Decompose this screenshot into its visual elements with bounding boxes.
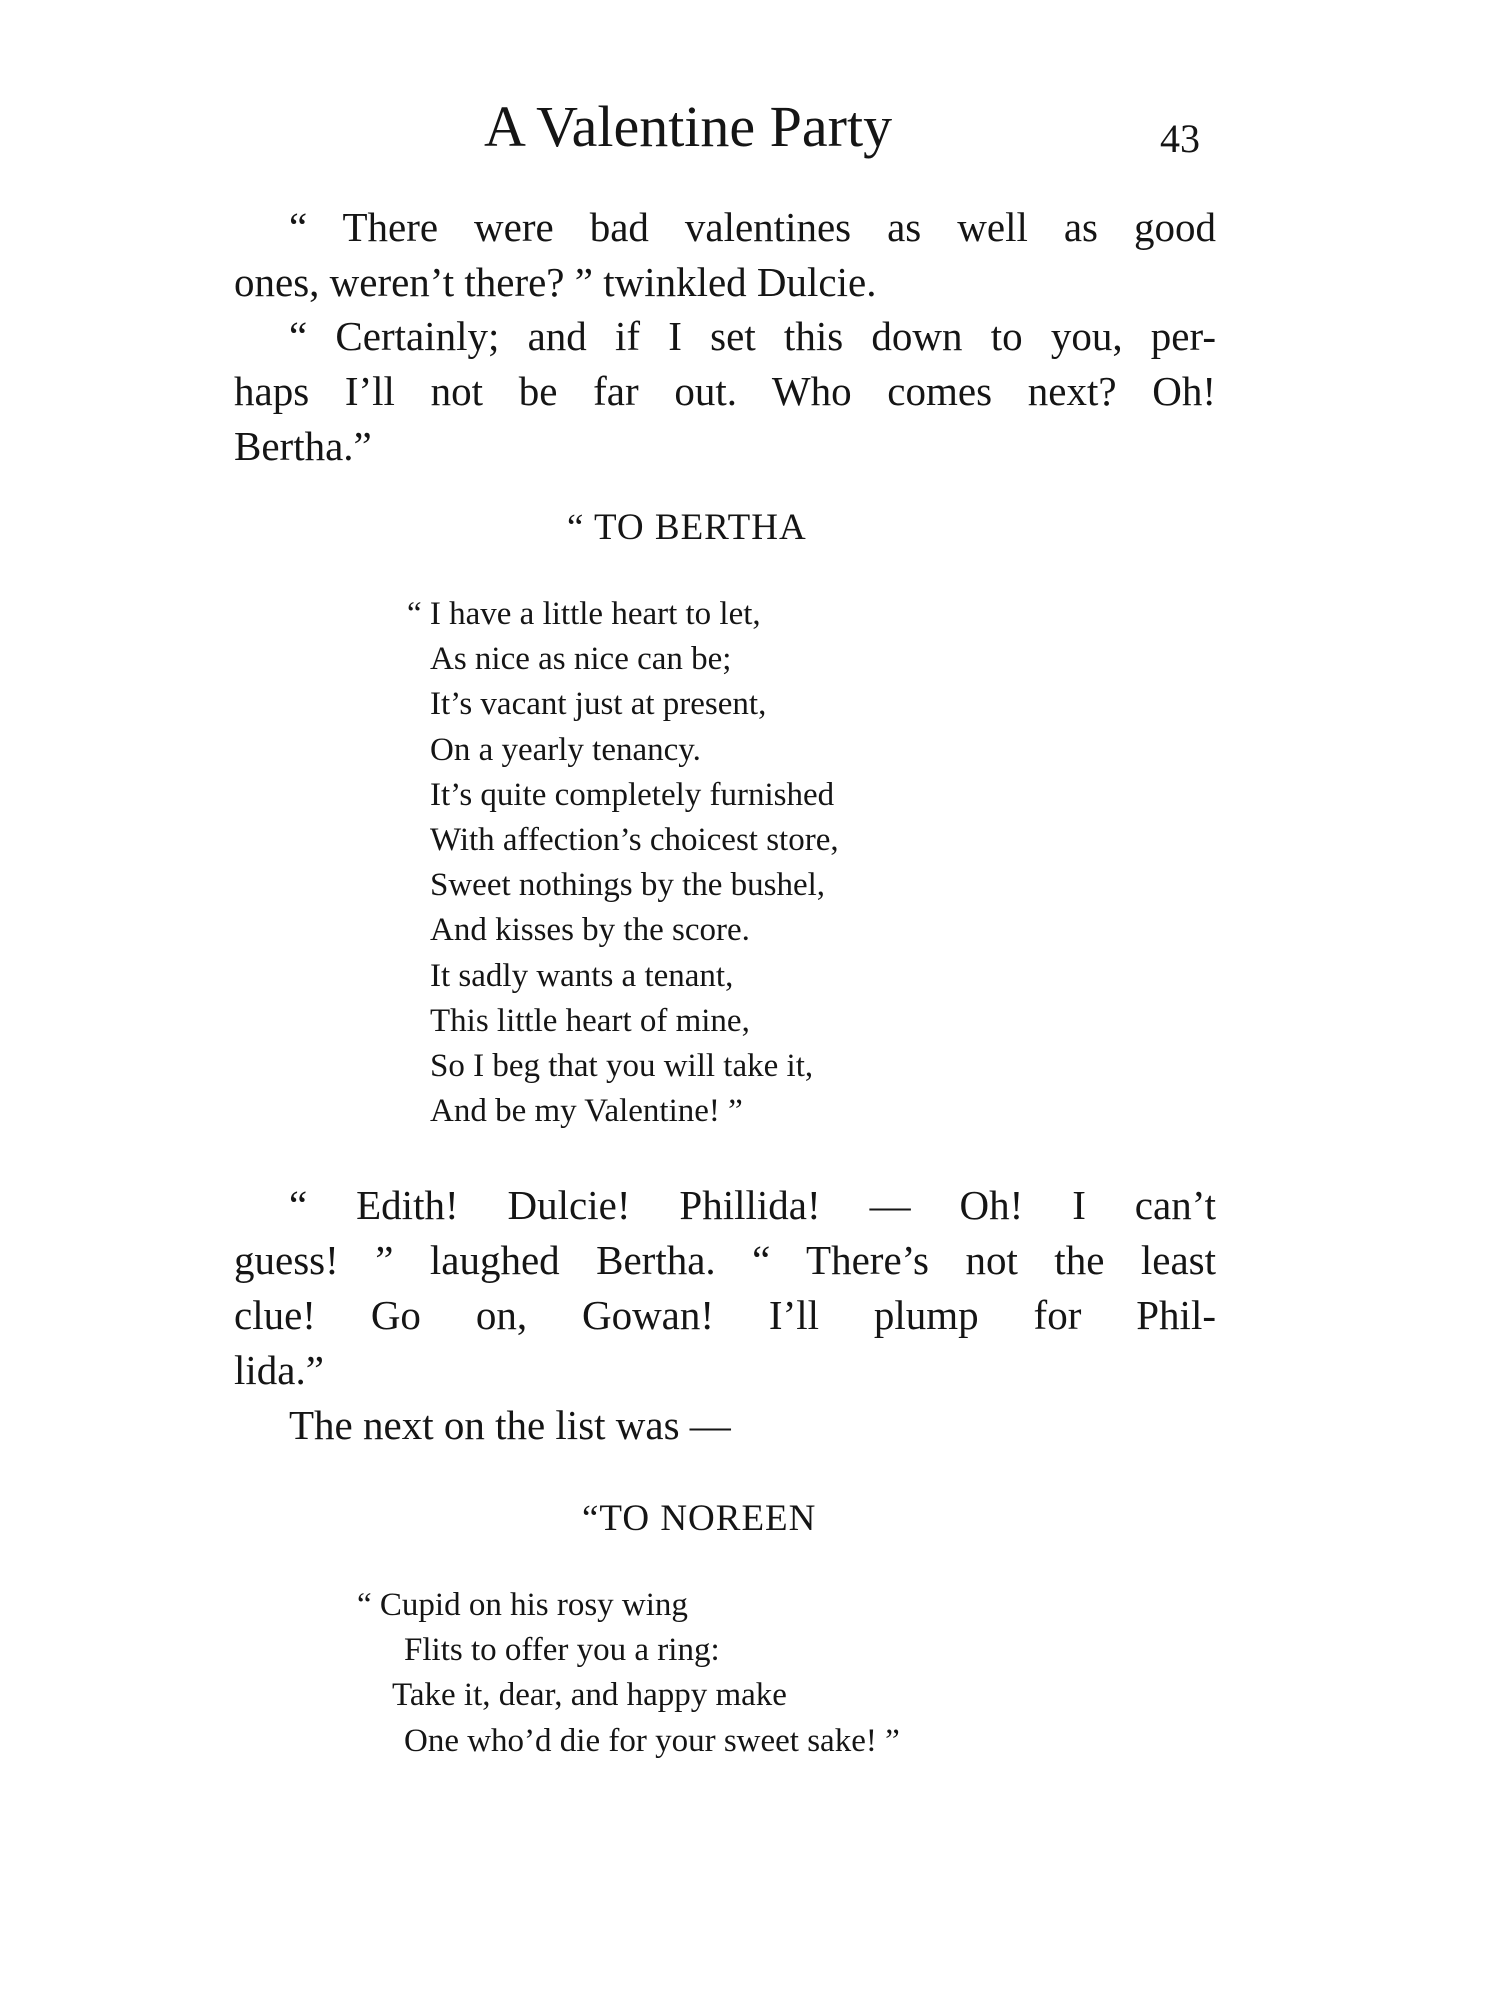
poem-noreen <box>357 1583 900 1764</box>
paragraph-2-line-3: Bertha.” <box>234 423 372 469</box>
poem-line: So I beg that you will take it, <box>430 1047 814 1084</box>
poem-line: Take it, dear, and happy make <box>392 1677 787 1714</box>
paragraph-3-line-4: lida.” <box>234 1347 324 1393</box>
poem-line: This little heart of mine, <box>430 1002 750 1039</box>
poem-line: And kisses by the score. <box>430 912 750 949</box>
poem-line: With affection’s choicest store, <box>430 821 839 858</box>
paragraph-3-line-3: clue! Go on, Gowan! I’ll plump for Phil- <box>234 1292 1216 1338</box>
poem-line: It’s vacant just at present, <box>430 686 767 723</box>
poem-line: On a yearly tenancy. <box>430 731 701 768</box>
poem-line: As nice as nice can be; <box>430 641 732 678</box>
paragraph-1-line-2: ones, weren’t there? ” twinkled Dulcie. <box>234 259 877 305</box>
poem-line: One who’d die for your sweet sake! ” <box>404 1722 900 1759</box>
poem-line: It sadly wants a tenant, <box>430 957 734 994</box>
paragraph-3-line-2: guess! ” laughed Bertha. “ There’s not the least <box>234 1237 1216 1283</box>
poem-line: Sweet nothings by the bushel, <box>430 867 826 904</box>
running-title: A Valentine Party <box>484 94 893 159</box>
poem-bertha <box>407 592 839 1134</box>
poem-title-bertha: “ TO BERTHA <box>567 507 807 548</box>
poem-line: “ I have a little heart to let, <box>407 596 761 632</box>
paragraph-2-line-1: “ Certainly; and if I set this down to you, per- <box>289 313 1216 359</box>
poem-line: And be my Valentine! ” <box>430 1093 743 1130</box>
page-number: 43 <box>1160 116 1200 161</box>
poem-line: It’s quite completely furnished <box>430 776 835 813</box>
poem-line: “ Cupid on his rosy wing <box>357 1587 688 1623</box>
paragraph-1-line-1: “ There were bad valentines as well as good <box>289 204 1216 250</box>
paragraph-3-line-1: “ Edith! Dulcie! Phillida! — Oh! I can’t <box>289 1182 1216 1228</box>
paragraph-2-line-2: haps I’ll not be far out. Who comes next? Oh! <box>234 368 1216 414</box>
paragraph-4-line-1: The next on the list was — <box>289 1402 731 1448</box>
poem-title-noreen: “TO NOREEN <box>582 1498 817 1539</box>
poem-line: Flits to offer you a ring: <box>404 1632 720 1669</box>
